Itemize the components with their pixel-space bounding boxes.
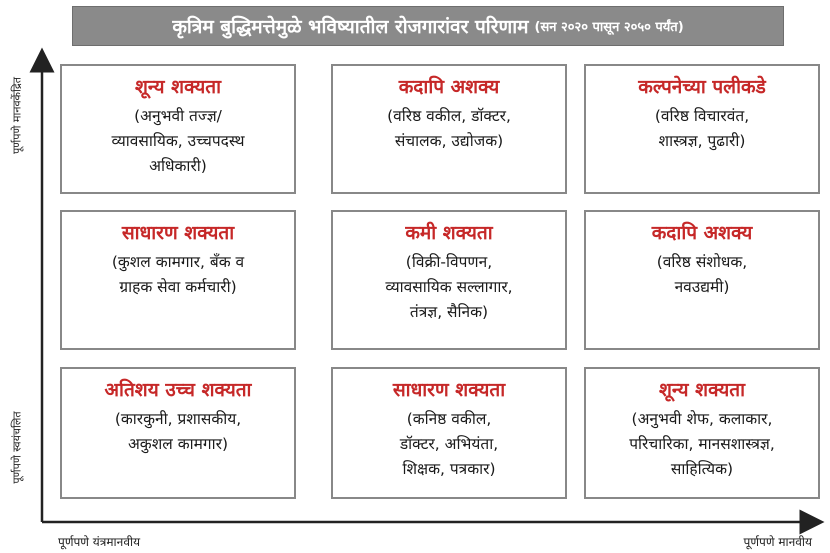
grid-cell-r1-c1 <box>60 64 296 194</box>
cell-line: अकुशल कामगार) <box>127 435 229 453</box>
grid-cell-r2-c1 <box>60 210 296 350</box>
cell-title: शून्य शक्यता <box>134 76 222 98</box>
diagram-title: कृत्रिम बुद्धिमत्तेमुळे भविष्यातील रोजगारांवर परिणाम <box>172 16 529 38</box>
diagram-subtitle: (सन २०२० पासून २०५० पर्यंत) <box>534 20 684 35</box>
grid-cell-r3-c3 <box>584 367 820 499</box>
cell-line: (कारकुनी, प्रशासकीय, <box>114 410 242 428</box>
cell-line: (वरिष्ठ संशोधक, <box>656 253 748 271</box>
grid-cell-r1-c3 <box>584 64 820 194</box>
cell-body <box>377 250 520 325</box>
cell-title: शून्य शक्यता <box>658 379 746 401</box>
cell-line: व्यावसायिक, उच्चपदस्थ <box>111 132 245 150</box>
cell-line: शास्त्रज्ञ, पुढारी) <box>658 132 746 150</box>
cell-line: (वरिष्ठ वकील, डॉक्टर, <box>387 107 511 125</box>
cell-body <box>621 407 783 482</box>
cell-line: ग्राहक सेवा कर्मचारी) <box>119 278 237 296</box>
x-axis-right-label: पूर्णपणे मानवीय <box>743 535 812 549</box>
y-axis-top-label: पूर्णपणे मानवकेंद्रित <box>10 77 24 154</box>
y-axis-bottom-label: पूर्णपणे स्वयंचलित <box>10 411 24 484</box>
cell-body <box>379 104 519 154</box>
cell-line: साहित्यिक) <box>670 460 734 478</box>
grid-cell-r3-c2 <box>331 367 567 499</box>
cell-line: संचालक, उद्योजक) <box>394 132 504 150</box>
cell-line: अधिकारी) <box>149 157 207 175</box>
cell-body <box>649 250 755 300</box>
cell-title: कल्पनेच्या पलीकडे <box>638 76 766 98</box>
cell-title: साधारण शक्यता <box>392 379 506 401</box>
cell-title: साधारण शक्यता <box>121 222 235 244</box>
cell-body <box>104 250 252 300</box>
cell-body <box>107 407 249 457</box>
cell-line: (विक्री-विपणन, <box>405 253 493 271</box>
cell-body <box>647 104 757 154</box>
cell-line: शिक्षक, पत्रकार) <box>402 460 496 478</box>
grid-cell-r1-c2 <box>331 64 567 194</box>
cell-line: व्यावसायिक सल्लागार, <box>385 278 513 296</box>
cell-title: कमी शक्यता <box>405 222 493 244</box>
cell-body <box>392 407 506 482</box>
cell-line: (अनुभवी तज्ज्ञ/ <box>134 107 222 125</box>
cell-title: अतिशय उच्च शक्यता <box>104 379 252 401</box>
cell-title: कदापि अशक्य <box>398 76 500 98</box>
cell-line: (अनुभवी शेफ, कलाकार, <box>631 410 773 428</box>
cell-body <box>103 104 252 179</box>
cell-line: नवउद्यमी) <box>674 278 730 296</box>
cell-line: (कनिष्ठ वकील, <box>406 410 492 428</box>
cell-line: (वरिष्ठ विचारवंत, <box>654 107 750 125</box>
grid-cell-r2-c2 <box>331 210 567 350</box>
grid-cell-r2-c3 <box>584 210 820 350</box>
cell-line: डॉक्टर, अभियंता, <box>399 435 499 453</box>
cell-line: (कुशल कामगार, बँक व <box>111 253 245 271</box>
cell-line: तंत्रज्ञ, सैनिक) <box>409 303 489 321</box>
cell-line: परिचारिका, मानसशास्त्रज्ञ, <box>629 435 775 453</box>
grid-cell-r3-c1 <box>60 367 296 499</box>
x-axis-left-label: पूर्णपणे यंत्रमानवीय <box>58 535 141 549</box>
cell-title: कदापि अशक्य <box>651 222 753 244</box>
